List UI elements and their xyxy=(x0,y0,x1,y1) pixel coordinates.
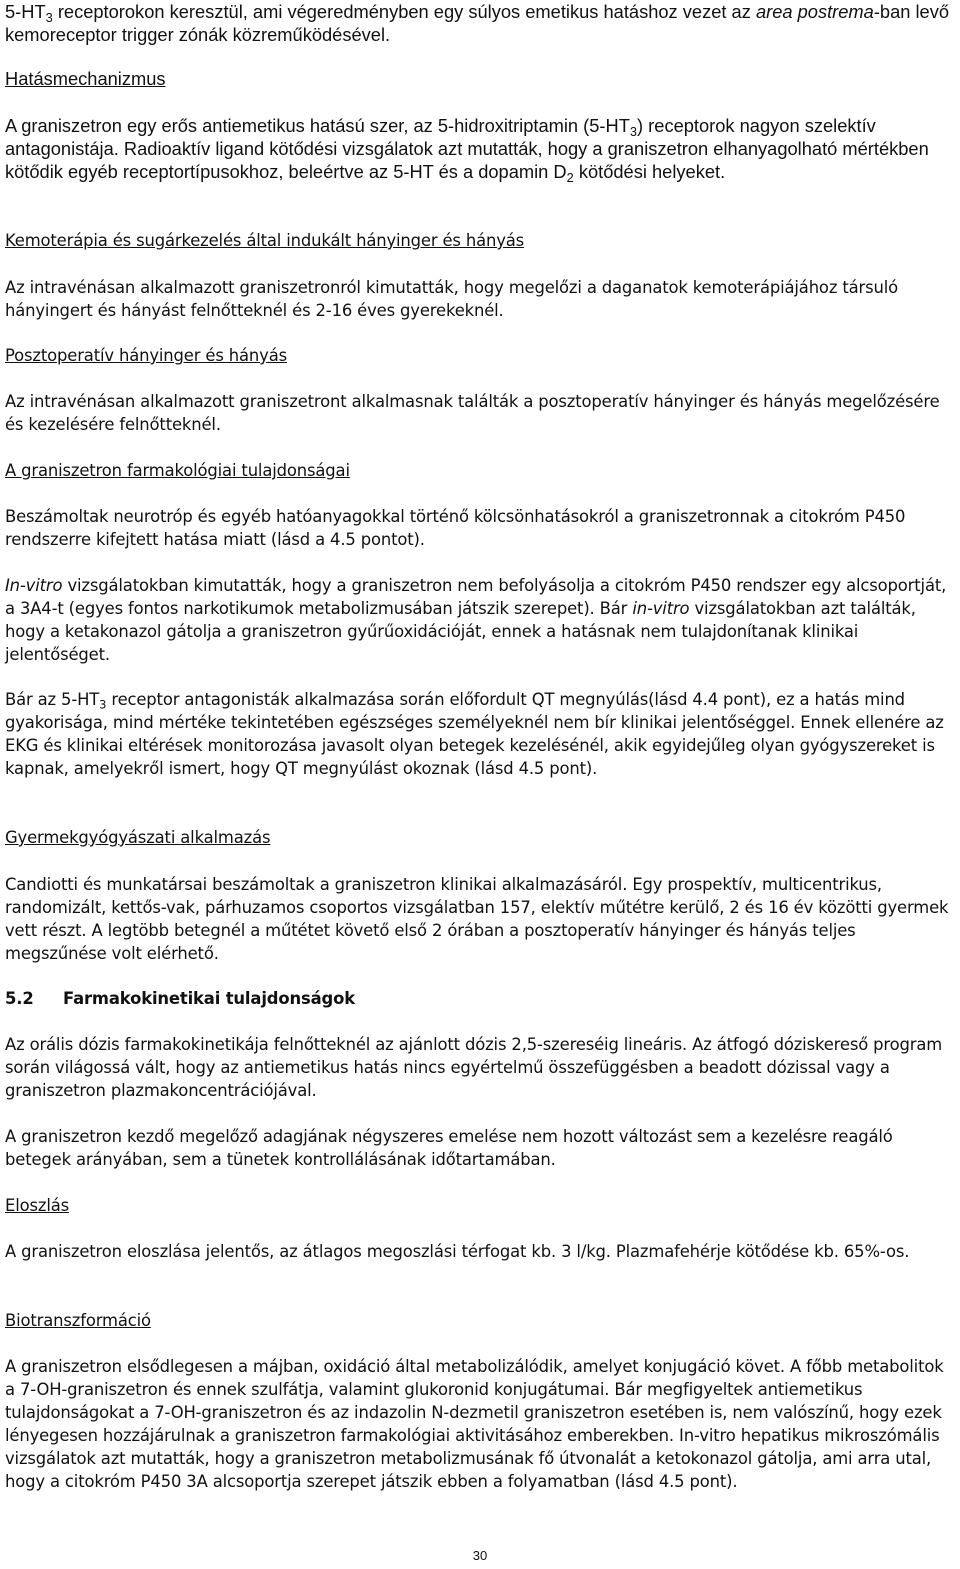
subscript: 3 xyxy=(45,9,53,25)
text: A graniszetron egy erős antiemetikus hatású szer, az 5-hidroxitriptamin (5-HT xyxy=(5,115,630,136)
section-heading-5-2 xyxy=(5,987,953,1010)
paragraph-gyermekgyogyaszati: Candiotti és munkatársai beszámoltak a graniszetron klinikai alkalmazásáról. Egy prospektív, multicentrikus, randomizált, kettős-vak, párhuzamos csoportos vizsgálatban 157, elektív műtétre kerülő, 2 és 16 év közötti gyermek vett részt. A legtöbb betegnél a műtétet követő első 2 órában a posztoperatív hányinger és hányás teljes megszűnése volt elérhető. xyxy=(5,875,949,963)
heading-hatasmechanizmus: Hatásmechanizmus xyxy=(5,68,166,89)
paragraph-qt xyxy=(5,688,953,780)
heading-biotranszformacio: Biotranszformáció xyxy=(5,1311,151,1330)
paragraph-in-vitro xyxy=(5,574,953,666)
page-number: 30 xyxy=(472,1548,488,1563)
heading-farmakologiai: A graniszetron farmakológiai tulajdonságai xyxy=(5,461,350,480)
italic-text: in-vitro xyxy=(632,599,690,618)
section-number: 5.2 xyxy=(5,989,34,1008)
italic-text: In-vitro xyxy=(5,576,63,595)
text: 5-HT xyxy=(5,1,46,22)
italic-text: area postrema xyxy=(755,1,874,22)
paragraph-kemoterapia: Az intravénásan alkalmazott graniszetronról kimutatták, hogy megelőzi a daganatok kemoterápiájához társuló hányingert és hányást felnőtteknél és 2-16 éves gyerekeknél. xyxy=(5,278,898,320)
section-title: Farmakokinetikai tulajdonságok xyxy=(63,989,355,1008)
paragraph-farmakologiai: Beszámoltak neurotróp és egyéb hatóanyagokkal történő kölcsönhatásokról a graniszetronnak a citokróm P450 rendszerre kifejtett hatása miatt (lásd a 4.5 pontot). xyxy=(5,507,906,549)
subscript: 3 xyxy=(629,123,638,139)
text: receptor antagonisták alkalmazása során előfordult QT megnyúlás(lásd 4.4 pont), ez a hatás mind gyakorisága, mind mértéke tekintetében egészséges személyeknél nem bír klinikai jelentőséggel. Ennek ellenére az EKG és klinikai eltérések monitorozása javasolt olyan betegek kezelésénél, akik egyidejűleg olyan gyógyszereket is kapnak, amelyekről ismert, hogy QT megnyúlást okoznak (lásd 4.5 pont). xyxy=(5,690,944,778)
heading-gyermekgyogyaszati: Gyermekgyógyászati alkalmazás xyxy=(5,828,271,847)
text: -ban levő kemoreceptor trigger zónák közreműködésével. xyxy=(5,1,950,45)
paragraph-farmakokinetika: Az orális dózis farmakokinetikája felnőtteknél az ajánlott dózis 2,5-szereséig lineáris. Az átfogó dóziskereső program során világossá vált, hogy az antiemetikus hatás nincs egyértelmű összefüggésben a beadott dózissal vagy a graniszetron plazmakoncentrációjával. xyxy=(5,1035,943,1100)
text: kötődési helyeket. xyxy=(573,161,726,182)
subscript: 3 xyxy=(99,697,107,712)
text: ) receptorok nagyon szelektív antagonistája. xyxy=(5,115,876,159)
paragraph-biotranszformacio: A graniszetron elsődlegesen a májban, oxidáció által metabolizálódik, amelyet konjugáció követ. A főbb metabolitok a 7-OH-graniszetron és ennek szulfátja, valamint glukoronid konjugátumai. Bár megfigyeltek antiemetikus tulajdonságokat a 7-OH-graniszetron és az indazolin N-dezmetil graniszetron esetében is, nem valószínű, hogy ezek lényegesen hozzájárulnak a graniszetron farmakológiai aktivitásához emberekben. In-vitro hepatikus mikroszómális vizsgálatok azt mutatták, hogy a graniszetron metabolizmusának fő útvonalát a ketokonazol gátolja, ami arra utal, hogy a citokróm P450 3A alcsoportja szerepet játszik ebben a folyamatban (lásd 4.5 pont). xyxy=(5,1357,944,1491)
text: Radioaktív ligand kötődési vizsgálatok azt mutatták, hogy a graniszetron elhanyagolható mértékben kötődik egyéb receptortípusokhoz, beleértve az 5-HT és a dopamin D xyxy=(5,138,929,182)
text: vizsgálatokban kimutatták, hogy a graniszetron nem befolyásolja a citokróm P450 rendszer egy alcsoportját, a 3A4-t (egyes fontos narkotikumok metabolizmusában játszik szerepet). Bár xyxy=(5,576,947,618)
text: Bár az 5-HT xyxy=(5,690,100,709)
text: vizsgálatokban azt találták, hogy a ketakonazol gátolja a graniszetron gyűrűoxidációját, ennek a hatásnak nem tulajdonítanak klinikai jelentőséget. xyxy=(5,599,916,664)
paragraph-posztoperativ: Az intravénásan alkalmazott graniszetront alkalmasnak találták a posztoperatív hányinger és hányás megelőzésére és kezelésére felnőtteknél. xyxy=(5,392,940,434)
heading-posztoperativ: Posztoperatív hányinger és hányás xyxy=(5,346,287,365)
paragraph-hatasmechanizmus xyxy=(5,114,953,183)
paragraph-intro xyxy=(5,0,953,46)
paragraph-eloszlas: A graniszetron eloszlása jelentős, az átlagos megoszlási térfogat kb. 3 l/kg. Plazmafehérje kötődése kb. 65%-os. xyxy=(5,1242,910,1261)
paragraph-adagolas: A graniszetron kezdő megelőző adagjának négyszeres emelése nem hozott változást sem a kezelésre reagáló betegek arányában, sem a tünetek kontrollálásának időtartamában. xyxy=(5,1127,893,1169)
subscript: 2 xyxy=(566,169,574,185)
text: receptorokon keresztül, ami végeredményben egy súlyos emetikus hatáshoz vezet az xyxy=(52,1,756,22)
heading-eloszlas: Eloszlás xyxy=(5,1196,70,1215)
heading-kemoterapia: Kemoterápia és sugárkezelés által indukált hányinger és hányás xyxy=(5,231,525,250)
